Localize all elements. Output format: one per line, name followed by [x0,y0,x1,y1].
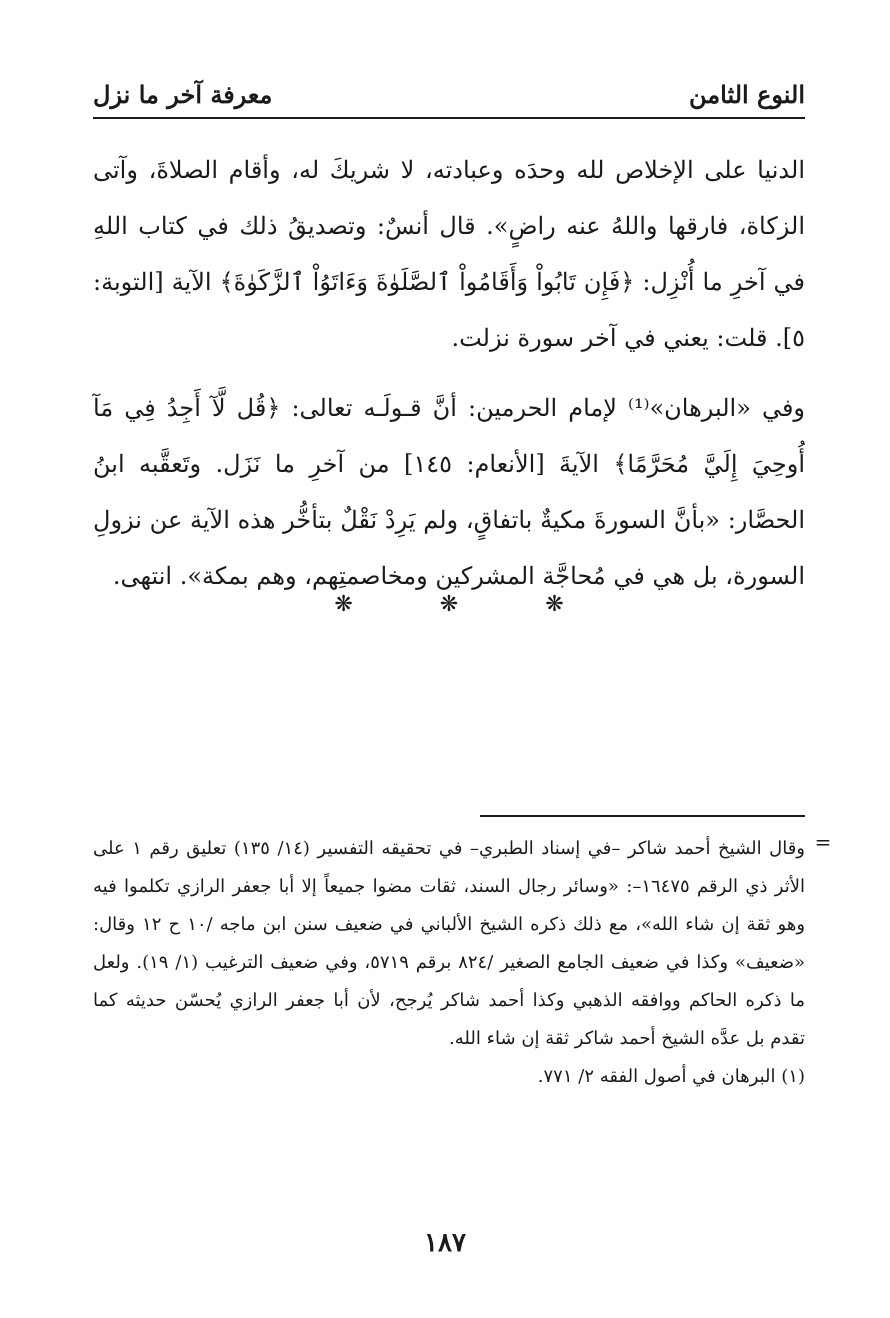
footnote-continued: وقال الشيخ أحمد شاكر –في إسناد الطبري– في تحقيقه التفسير (١٤/ ١٣٥) تعليق رقم ١ على الأثر ذي الرقم ١٦٤٧٥–: «وسائر رجال السند، ثقات مضوا جميعاً إلا أبا جعفر الرازي تكلموا فيه وهو ثقة إن شاء الله»، مع ذلك ذكره الشيخ الألباني في ضعيف سنن ابن ماجه /١٠ ح ١٢ وقال: «ضعيف» وكذا في ضعيف الجامع الصغير /٨٢٤ برقم ٥٧١٩، وفي ضعيف الترغيب (١/ ١٩). ولعل ما ذكره الحاكم ووافقه الذهبي وكذا أحمد شاكر يُرجح، لأن أبا جعفر الرازي يُحسّن حديثه كما تقدم بل عدَّه الشيخ أحمد شاكر ثقة إن شاء الله. [93,838,806,1049]
paragraph: وفي «البرهان»⁽¹⁾ لإمام الحرمين: أنَّ قـولَـه تعالى: ﴿قُل لَّآ أَجِدُ فِي مَآ أُوحِيَ إِلَيَّ مُحَرَّمًا﴾ الآيةَ [الأنعام: ١٤٥] من آخرِ ما نَزَل. وتَعقَّبه ابنُ الحصَّار: «بأنَّ السورةَ مكيةٌ باتفاقٍ، ولم يَرِدْ نَقْلٌ بتأخُّر هذه الآية عن نزولِ السورة، بل هي في مُحاجَّة المشركين ومخاصمتِهم، وهم بمكة». انتهى. [93,394,806,590]
paragraph: الدنيا على الإخلاص لله وحدَه وعبادته، لا شريكَ له، وأقام الصلاةَ، وآتى الزكاة، فارقها واللهُ عنه راضٍ». قال أنسٌ: وتصديقُ ذلك في كتاب اللهِ في آخرِ ما أُنْزِل: ﴿فَإِن تَابُواْ وَأَقَامُواْ ٱلصَّلَوٰةَ وَءَاتَوُاْ ٱلزَّكَوٰةَ﴾ الآية [التوبة: ٥]. قلت: يعني في آخر سورة نزلت. [93,156,805,352]
header-divider [93,117,805,119]
page-number: ١٨٧ [424,1228,466,1258]
chapter-title: النوع الثامن [689,79,805,109]
section-separator: ❋ ❋ ❋ [334,592,604,617]
continuation-mark: = [814,830,832,854]
running-header [93,74,805,114]
footnote-divider [480,815,805,817]
footnotes [93,830,805,1096]
main-text [93,142,805,604]
topic-title: معرفة آخر ما نزل [93,79,273,109]
footnote-1: (١) البرهان في أصول الفقه ٢/ ٧٧١. [537,1066,805,1087]
